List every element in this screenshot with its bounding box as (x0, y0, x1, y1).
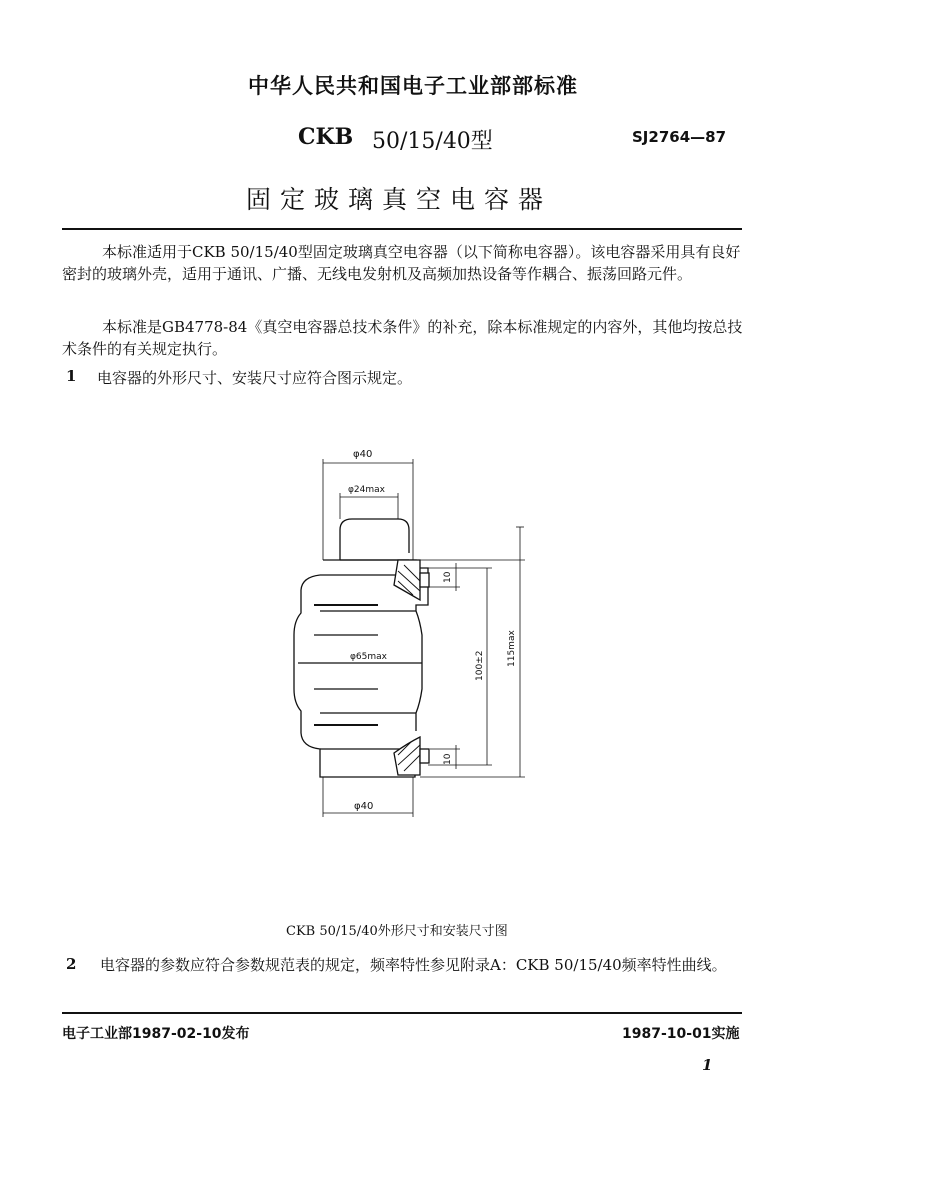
model-number: 50/15/40型 (372, 129, 493, 154)
paragraph-scope: 本标准适用于CKB 50/15/40型固定玻璃真空电容器（以下简称电容器）。该电容器采用具有良好密封的玻璃外壳，适用于通讯、广播、无线电发射机及高频加热设备等作耦合、振荡回路元件。 (62, 243, 741, 283)
dim-cap-diameter: φ24max (348, 485, 385, 495)
model-prefix: CKB (298, 124, 354, 150)
capacitor-drawing (280, 435, 550, 835)
effective-date: 1987-10-01实施 (622, 1026, 740, 1042)
dim-bottom-diameter: φ40 (354, 801, 374, 812)
org-standard-title: 中华人民共和国电子工业部部标准 (248, 73, 578, 98)
clause-2-number: 2 (66, 955, 77, 973)
document-title: 固定玻璃真空电容器 (246, 185, 553, 214)
standard-code: SJ2764—87 (632, 128, 727, 146)
header-rule (62, 228, 742, 230)
footer-rule (62, 1012, 742, 1014)
dim-body-diameter: φ65max (350, 652, 387, 662)
dim-top-diameter: φ40 (353, 449, 373, 460)
clause-1-text: 电容器的外形尺寸、安装尺寸应符合图示规定。 (97, 369, 413, 387)
top-terminal-cap (340, 519, 409, 560)
dim-total-length: 115max (507, 630, 517, 667)
clause-1-number: 1 (66, 367, 77, 385)
paragraph-reference: 本标准是GB4778-84《真空电容器总技术条件》的补充，除本标准规定的内容外，其他均按总技术条件的有关规定执行。 (62, 318, 743, 358)
dim-length: 100±2 (475, 650, 485, 681)
figure-caption: CKB 50/15/40外形尺寸和安装尺寸图 (286, 924, 508, 939)
dim-lower-ring: 10 (443, 753, 453, 765)
page-number: 1 (702, 1056, 713, 1074)
clause-2-text: 电容器的参数应符合参数规范表的规定，频率特性参见附录A：CKB 50/15/40频率特性曲线。 (100, 956, 727, 974)
issued-date: 电子工业部1987-02-10发布 (62, 1026, 250, 1042)
dim-upper-ring: 10 (443, 571, 453, 583)
